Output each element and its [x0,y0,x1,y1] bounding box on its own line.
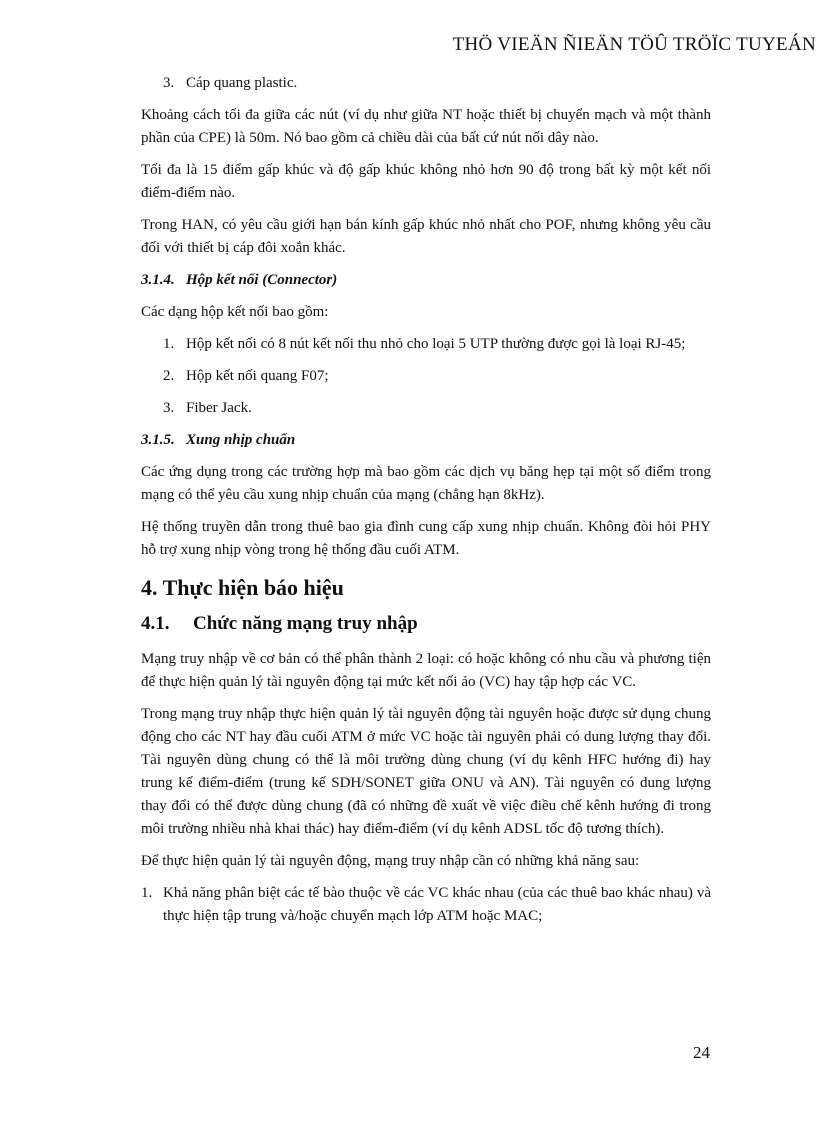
list-item [141,882,711,928]
paragraph: Các dạng hộp kết nối bao gồm: [141,304,329,320]
list-item-text: Khả năng phân biệt các tế bào thuộc về các VC khác nhau (của các thuê bao khác nhau) và thực hiện tập trung và/hoặc chuyển mạch lớp ATM hoặc MAC; [163,885,711,924]
section-heading-4-1 [141,612,711,636]
chapter-heading: 4. Thực hiện báo hiệu [141,575,344,600]
paragraph: Tối đa là 15 điểm gấp khúc và độ gấp khúc không nhỏ hơn 90 độ trong bất kỳ một kết nối điểm-điểm nào. [141,162,711,201]
list-item-text: Hộp kết nối có 8 nút kết nối thu nhỏ cho loại 5 UTP thường được gọi là loại RJ-45; [186,336,686,352]
list-item-number: 1. [163,336,175,352]
paragraph: Hệ thống truyền dẫn trong thuê bao gia đình cung cấp xung nhịp chuẩn. Không đòi hỏi PHY hỗ trợ xung nhịp vòng trong hệ thống đầu cuối ATM. [141,519,711,558]
list-item [141,333,711,356]
page-header: THÖ VIEÄN ÑIEÄN TÖÛ TRÖÏC TUYEÁN [452,34,816,55]
list-item-text: Hộp kết nối quang F07; [186,368,329,384]
section-number: 4.1. [141,613,170,634]
list-item-text: Cáp quang plastic. [186,75,298,91]
list-item-text: Fiber Jack. [186,400,252,416]
list-item [141,397,711,420]
paragraph: Trong mạng truy nhập thực hiện quản lý tài nguyên động tài nguyên hoặc được sử dụng chung động cho các NT hay đầu cuối ATM ở mức VC hoặc tài nguyên phải có dung lượng thay đổi. Tài nguyên dùng chung có thể là môi trường dùng chung (ví dụ kênh HFC hướng đi) hay trung kế điểm-điểm (trung kế SDH/SONET giữa ONU và AN). Tài nguyên có dung lượng thay đổi có thể được dùng chung (đã có những đề xuất về việc điều chế kênh hướng đi trong môi trường nhiều nhà khai thác) hay điểm-điểm (ví dụ kênh ADSL tốc độ tương thích). [141,706,711,837]
list-item-number: 3. [163,400,175,416]
paragraph: Trong HAN, có yêu cầu giới hạn bán kính gấp khúc nhỏ nhất cho POF, nhưng không yêu cầu đối với thiết bị cáp đôi xoắn khác. [141,217,711,256]
list-item-number: 2. [163,368,175,384]
list-item-number: 3. [163,75,175,91]
page-number: 24 [693,1043,710,1062]
list-item [141,72,711,95]
list-item-number: 1. [141,885,153,901]
paragraph: Để thực hiện quản lý tài nguyên động, mạng truy nhập cần có những khả năng sau: [141,853,640,869]
paragraph: Mạng truy nhập về cơ bản có thể phân thành 2 loại: có hoặc không có nhu cầu và phương tiện để thực hiện quản lý tài nguyên động tại mức kết nối ảo (VC) hay tập hợp các VC. [141,651,711,690]
section-heading-3-1-4 [141,269,711,292]
connector-list [141,333,711,420]
section-title: Xung nhịp chuẩn [186,432,296,448]
paragraph: Các ứng dụng trong các trường hợp mà bao gồm các dịch vụ băng hẹp tại một số điểm trong mạng có thể yêu cầu xung nhịp chuẩn của mạng (chẳng hạn 8kHz). [141,464,711,503]
section-title: Chức năng mạng truy nhập [193,613,418,634]
list-item [141,365,711,388]
section-number: 3.1.5. [141,432,175,448]
section-heading-3-1-5 [141,429,711,452]
section-number: 3.1.4. [141,272,175,288]
document-body [141,72,711,934]
paragraph: Khoảng cách tối đa giữa các nút (ví dụ như giữa NT hoặc thiết bị chuyển mạch và một thành phần của CPE) là 50m. Nó bao gồm cả chiều dài của bất cứ nút nối dây nào. [141,107,711,146]
section-title: Hộp kết nối (Connector) [186,272,338,288]
